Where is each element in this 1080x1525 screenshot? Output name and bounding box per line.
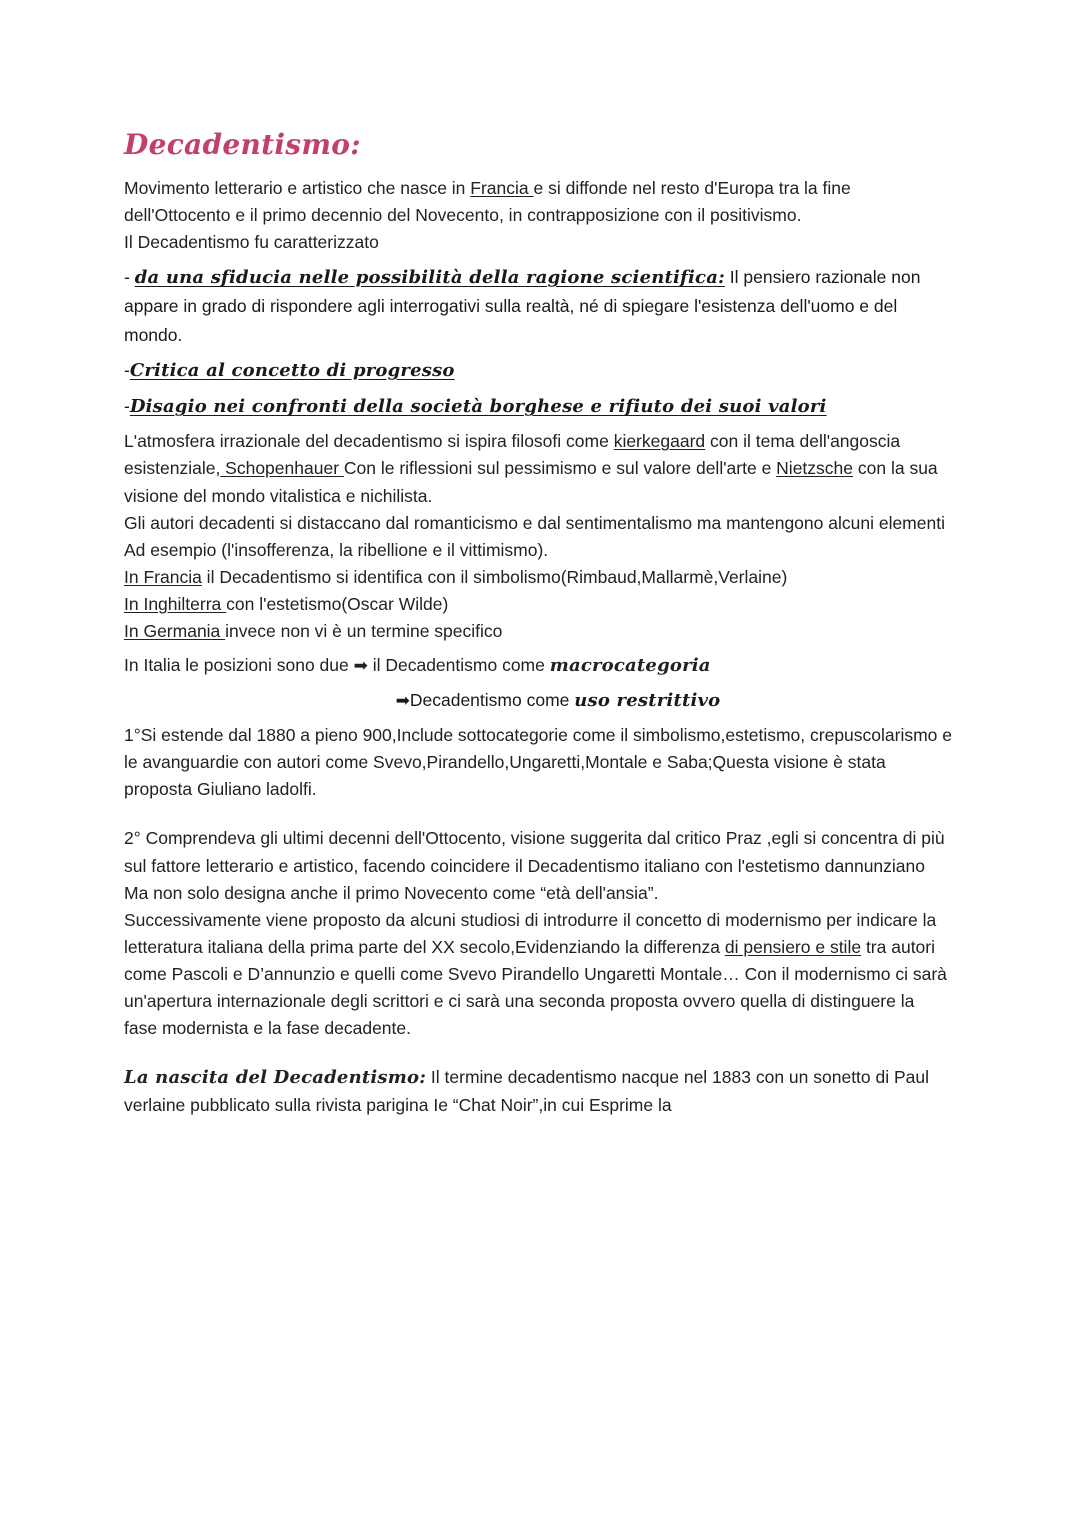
page-title: Decadentismo: xyxy=(124,128,361,161)
country-england-text: con l'estetismo(Oscar Wilde) xyxy=(226,594,449,615)
characteristic-3 xyxy=(124,392,952,421)
country-germany-text: invece non vi è un termine specifico xyxy=(225,621,503,642)
philosopher-kierkegaard: kierkegaard xyxy=(613,431,706,452)
philosophers-text-c: Con le riflessioni sul pessimismo e sul valore dell'arte e xyxy=(343,458,777,479)
characteristic-3-marker: - xyxy=(124,396,130,417)
characteristic-2 xyxy=(124,356,952,385)
modernism-text-b: tra autori come Pascoli e D’annunzio e quelli come Svevo Pirandello Ungaretti Montale… Con il modernismo ci sarà un'apertura internazionale degli scrittori e ci sarà una seconda proposta ovvero quella di distinguere la fase modernista e la fase decadente. xyxy=(124,936,947,1039)
modernism-paragraph xyxy=(124,907,952,1043)
country-england-label: In Inghilterra xyxy=(124,594,227,615)
italy-second-position-line xyxy=(124,687,952,715)
characteristic-1-text: Il pensiero razionale non appare in grado di rispondere agli interrogativi sulla realtà, né di spiegare l'esistenza dell'uomo e del mondo. xyxy=(124,267,921,345)
philosophers-text-a: L'atmosfera irrazionale del decadentismo si ispira filosofi come xyxy=(124,431,614,452)
position-two-paragraph: 2° Comprendeva gli ultimi decenni dell'Ottocento, visione suggerita dal critico Praz ,egli si concentra di più sul fattore letterario e artistico, facendo coincidere il Decadentismo italiano con l'estetismo dannunziano Ma non solo designa anche il primo Novecento come “età dell'ansia”. xyxy=(124,828,945,903)
country-germany-label: In Germania xyxy=(124,621,226,642)
country-france xyxy=(124,564,952,591)
birth-text: Il termine decadentismo nacque nel 1883 con un sonetto di Paul verlaine pubblicato sulla rivista parigina Ie “Chat Noir”,in cui Esprime la xyxy=(124,1067,930,1116)
italy-mid-text: il Decadentismo come xyxy=(367,655,550,676)
position-one-paragraph: 1°Si estende dal 1880 a pieno 900,Include sottocategorie come il simbolismo,estetismo, crepuscolarismo e le avanguardie con autori come Svevo,Pirandello,Ungaretti,Montale e Saba;Questa visione è stata proposta Giuliano ladolfi. xyxy=(124,725,953,800)
country-france-label: In Francia xyxy=(124,566,202,587)
birth-section xyxy=(124,1064,952,1119)
arrow-right-icon: ➡ xyxy=(353,656,368,676)
italy-uso-restrittivo-emphasis: uso restrittivo xyxy=(574,690,721,712)
country-england xyxy=(124,591,952,618)
italy-lead-text: In Italia le posizioni sono due xyxy=(124,655,354,676)
characteristic-3-heading: Disagio nei confronti della società borghese e rifiuto dei suoi valori xyxy=(129,396,827,418)
characteristic-1 xyxy=(124,263,952,349)
italy-second-text: Decadentismo come xyxy=(409,690,575,711)
intro-text-b: e si diffonde nel resto d'Europa tra la fine dell'Ottocento e il primo decennio del Novecento, in contrapposizione con il positivismo. xyxy=(124,177,851,225)
characteristic-2-marker: - xyxy=(124,360,130,381)
italy-macrocategoria-emphasis: macrocategoria xyxy=(549,655,711,677)
country-france-text: il Decadentismo si identifica con il simbolismo(Rimbaud,Mallarmè,Verlaine) xyxy=(201,566,788,587)
philosophers-paragraph xyxy=(124,428,952,509)
intro-text-a: Movimento letterario e artistico che nasce in xyxy=(124,177,471,198)
philosopher-nietzsche: Nietzsche xyxy=(776,458,854,479)
authors-paragraph: Gli autori decadenti si distaccano dal romanticismo e dal sentimentalismo ma mantengono alcuni elementi Ad esempio (l'insofferenza, la ribellione e il vittimismo). xyxy=(124,512,945,560)
intro-paragraph xyxy=(124,175,952,229)
modernism-text-a: Successivamente viene proposto da alcuni studiosi di introdurre il concetto di modernismo per indicare la letteratura italiana della prima parte del XX secolo,Evidenziando la differenza xyxy=(124,909,937,957)
italy-positions-line xyxy=(124,652,952,680)
philosophers-text-b: con il tema dell'angoscia esistenziale, xyxy=(124,431,901,479)
birth-heading: La nascita del Decadentismo: xyxy=(124,1067,427,1089)
characteristic-2-heading: Critica al concetto di progresso xyxy=(129,360,455,382)
philosophers-text-d: con la sua visione del mondo vitalistica e nichilista. xyxy=(124,458,938,506)
characteristic-1-heading: da una sfiducia nelle possibilità della ragione scientifica: xyxy=(134,267,725,289)
modernism-underlined-phrase: di pensiero e stile xyxy=(724,936,862,957)
country-germany xyxy=(124,618,952,645)
characteristic-1-marker: - xyxy=(124,267,135,288)
intro-line2: Il Decadentismo fu caratterizzato xyxy=(124,232,379,253)
philosopher-schopenhauer: Schopenhauer xyxy=(220,458,344,479)
arrow-right-icon-2: ➡ xyxy=(395,691,410,711)
intro-francia-underline: Francia xyxy=(470,177,534,198)
